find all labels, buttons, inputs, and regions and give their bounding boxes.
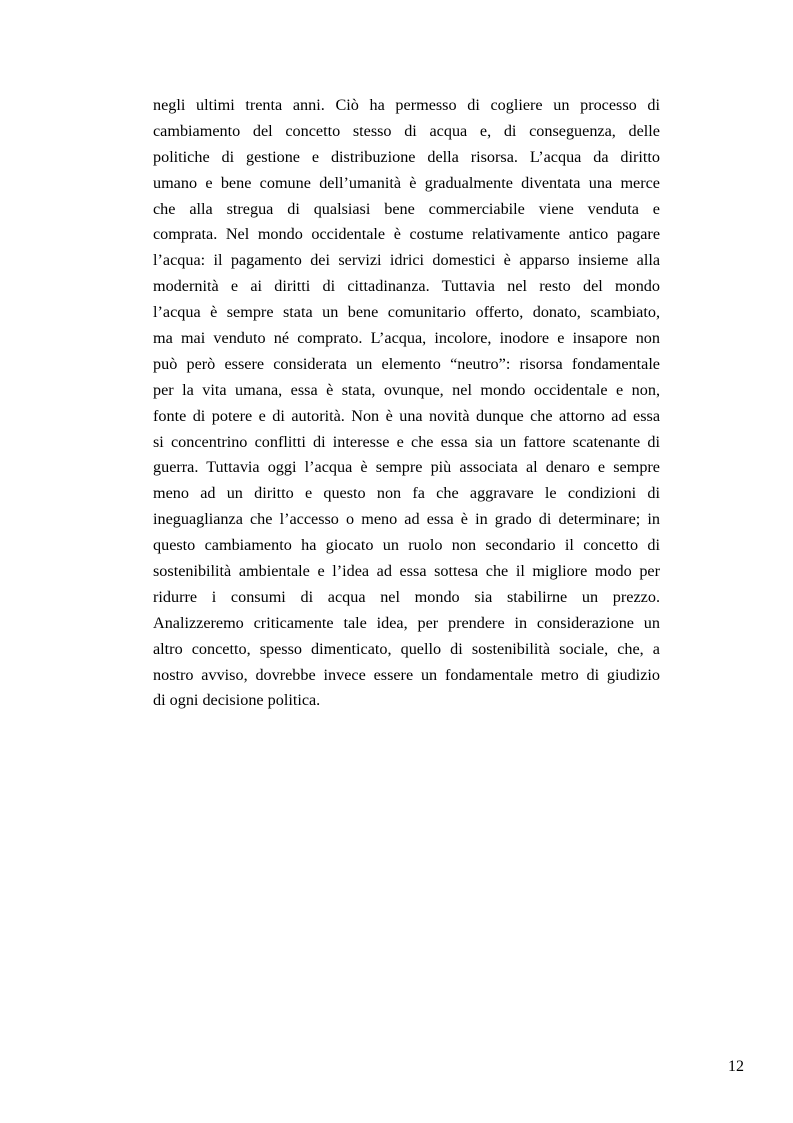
text-line: fonte di potere e di autorità. Non è una novità dunque che attorno ad essa	[153, 406, 660, 425]
text-line: che alla stregua di qualsiasi bene commerciabile viene venduta e	[153, 199, 660, 218]
text-line: altro concetto, spesso dimenticato, quello di sostenibilità sociale, che, a	[153, 639, 660, 658]
text-line: ineguaglianza che l’accesso o meno ad essa è in grado di determinare; in	[153, 510, 660, 529]
text-line: l’acqua: il pagamento dei servizi idrici domestici è apparso insieme alla	[153, 251, 660, 270]
text-line: politiche di gestione e distribuzione della risorsa. L’acqua da diritto	[153, 147, 660, 166]
text-line: per la vita umana, essa è stata, ovunque, nel mondo occidentale e non,	[153, 380, 660, 399]
text-line: può però essere considerata un elemento “neutro”: risorsa fondamentale	[153, 354, 660, 373]
text-line: Analizzeremo criticamente tale idea, per prendere in considerazione un	[153, 613, 660, 632]
text-line: comprata. Nel mondo occidentale è costume relativamente antico pagare	[153, 225, 660, 244]
page-number: 12	[728, 1058, 744, 1075]
text-line: si concentrino conflitti di interesse e che essa sia un fattore scatenante di	[153, 432, 660, 451]
text-line: di ogni decisione politica.	[153, 691, 321, 710]
text-line: negli ultimi trenta anni. Ciò ha permesso di cogliere un processo di	[153, 96, 660, 114]
text-line: umano e bene comune dell’umanità è gradualmente diventata una merce	[153, 173, 660, 192]
body-paragraph	[153, 93, 660, 714]
text-line: nostro avviso, dovrebbe invece essere un fondamentale metro di giudizio	[153, 665, 660, 684]
text-line: meno ad un diritto e questo non fa che aggravare le condizioni di	[153, 484, 660, 503]
text-line: l’acqua è sempre stata un bene comunitario offerto, donato, scambiato,	[153, 303, 660, 322]
text-line: cambiamento del concetto stesso di acqua e, di conseguenza, delle	[153, 121, 660, 140]
text-line: questo cambiamento ha giocato un ruolo non secondario il concetto di	[153, 536, 660, 555]
text-line: ma mai venduto né comprato. L’acqua, incolore, inodore e insapore non	[153, 329, 660, 348]
text-line: sostenibilità ambientale e l’idea ad essa sottesa che il migliore modo per	[153, 562, 660, 581]
text-line: modernità e ai diritti di cittadinanza. Tuttavia nel resto del mondo	[153, 277, 660, 296]
text-line: ridurre i consumi di acqua nel mondo sia stabilirne un prezzo.	[153, 587, 660, 606]
text-line: guerra. Tuttavia oggi l’acqua è sempre più associata al denaro e sempre	[153, 458, 660, 477]
